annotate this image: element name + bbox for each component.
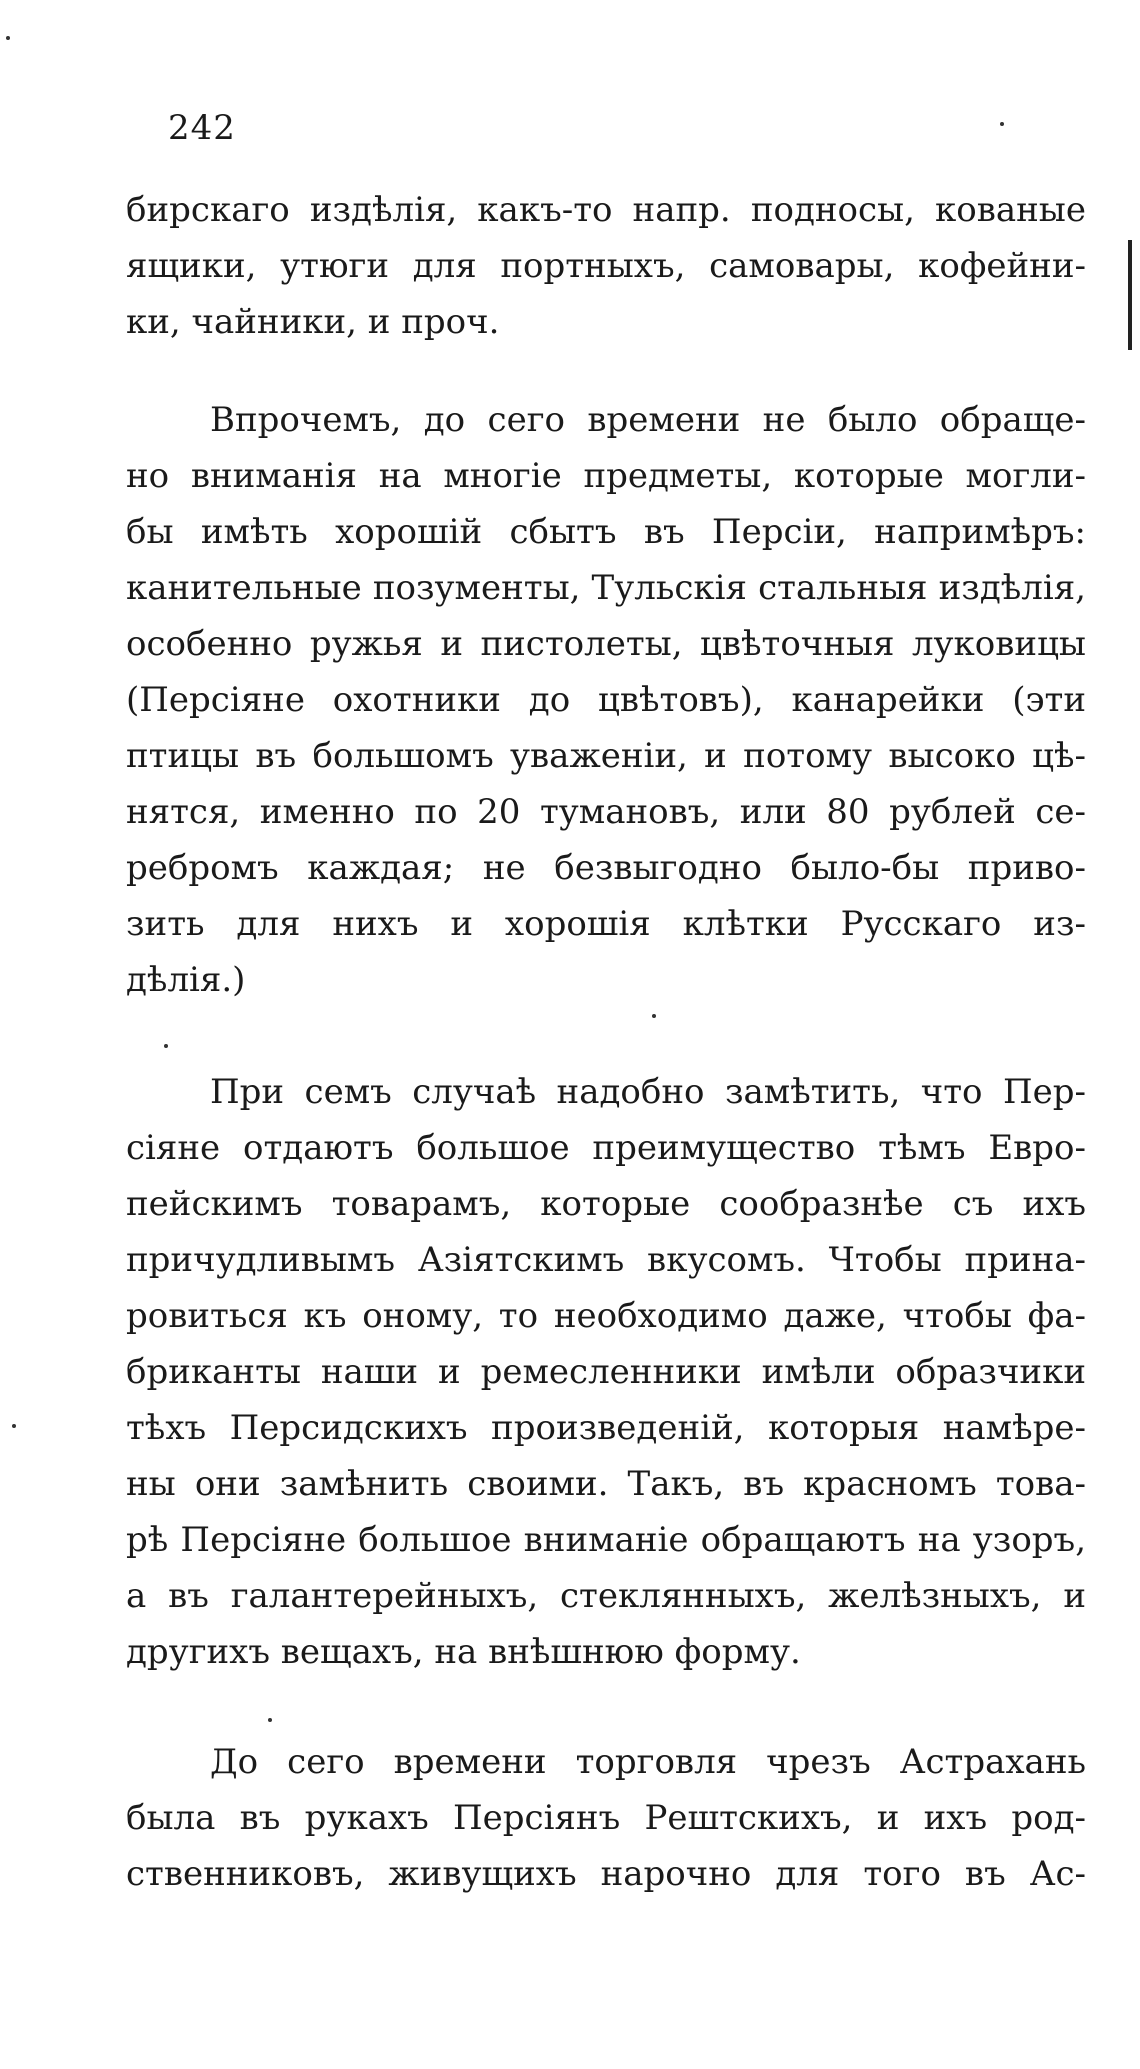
text-line: ственниковъ, живущихъ нарочно для того въ Ас- <box>126 1854 1086 1894</box>
text-line: пейскимъ товарамъ, которые сообразнѣе съ ихъ <box>126 1184 1086 1224</box>
scan-speck <box>268 1718 272 1722</box>
text-line: птицы въ большомъ уваженіи, и потому высоко цѣ- <box>126 736 1086 776</box>
text-line: была въ рукахъ Персіянъ Рештскихъ, и ихъ род- <box>126 1798 1086 1838</box>
text-line: но вниманія на многіе предметы, которые могли- <box>126 456 1086 496</box>
scan-speck <box>1000 122 1004 126</box>
scan-speck <box>12 1424 16 1428</box>
text-line: ребромъ каждая; не безвыгодно было-бы приво- <box>126 848 1086 888</box>
text-line: ящики, утюги для портныхъ, самовары, кофейни- <box>126 246 1086 286</box>
paragraph-first-line: Впрочемъ, до сего времени не было обраще- <box>210 400 1086 440</box>
text-line: зить для нихъ и хорошія клѣтки Русскаго из- <box>126 904 1086 944</box>
text-line: особенно ружья и пистолеты, цвѣточныя луковицы <box>126 624 1086 664</box>
text-line: канительные позументы, Тульскія стальныя издѣлія, <box>126 568 1086 608</box>
text-line: (Персіяне охотники до цвѣтовъ), канарейки (эти <box>126 680 1086 720</box>
scan-speck <box>164 1044 168 1048</box>
page-number: 242 <box>168 108 236 148</box>
text-line: тѣхъ Персидскихъ произведеній, которыя намѣре- <box>126 1408 1086 1448</box>
text-line: сіяне отдаютъ большое преимущество тѣмъ Евро- <box>126 1128 1086 1168</box>
text-line: другихъ вещахъ, на внѣшнюю форму. <box>126 1632 801 1672</box>
text-line: бирскаго издѣлія, какъ-то напр. подносы, кованые <box>126 190 1086 230</box>
text-line: бриканты наши и ремесленники имѣли образчики <box>126 1352 1086 1392</box>
text-line: дѣлія.) <box>126 960 246 1000</box>
text-line: нятся, именно по 20 тумановъ, или 80 рублей се- <box>126 792 1086 832</box>
text-line: ны они замѣнить своими. Такъ, въ красномъ това- <box>126 1464 1086 1504</box>
scan-speck <box>6 36 10 40</box>
text-line: ровиться къ оному, то необходимо даже, чтобы фа- <box>126 1296 1086 1336</box>
text-line: рѣ Персіяне большое вниманіе обращаютъ на узоръ, <box>126 1520 1086 1560</box>
text-line: причудливымъ Азіятскимъ вкусомъ. Чтобы прина- <box>126 1240 1086 1280</box>
text-line: ки, чайники, и проч. <box>126 302 500 342</box>
page-binding-edge <box>1128 240 1132 350</box>
paragraph-first-line: При семъ случаѣ надобно замѣтить, что Пер- <box>210 1072 1086 1112</box>
text-line: бы имѣть хорошій сбытъ въ Персіи, напримѣръ: <box>126 512 1086 552</box>
paragraph-first-line: До сего времени торговля чрезъ Астрахань <box>210 1742 1086 1782</box>
scan-speck <box>652 1014 656 1018</box>
text-line: а въ галантерейныхъ, стеклянныхъ, желѣзныхъ, и <box>126 1576 1086 1616</box>
